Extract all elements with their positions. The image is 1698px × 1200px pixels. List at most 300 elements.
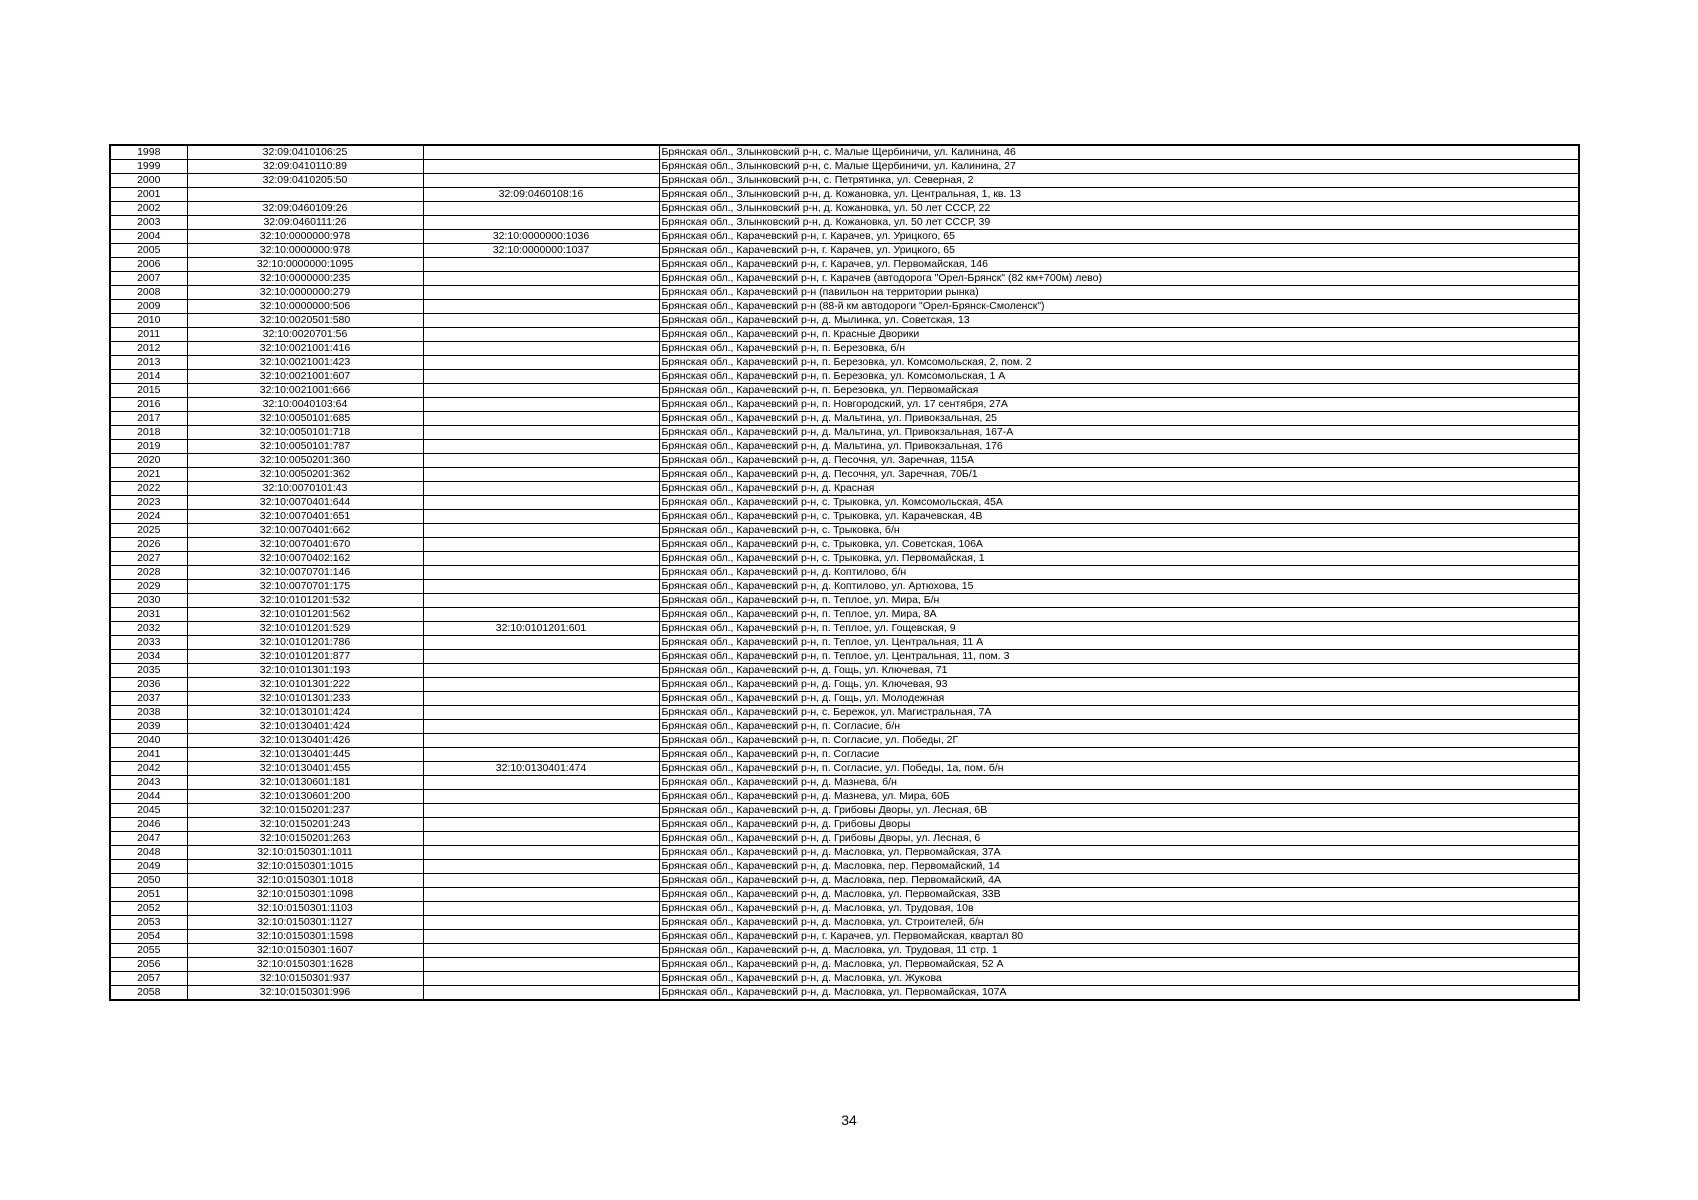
row-number-cell: 2043: [110, 776, 187, 790]
table-row: [110, 174, 1579, 188]
related-cadastral-number-cell: [423, 986, 659, 1001]
row-number-cell: 2017: [110, 412, 187, 426]
related-cadastral-number-cell: [423, 846, 659, 860]
row-number-cell: 2041: [110, 748, 187, 762]
row-number-cell: 2044: [110, 790, 187, 804]
cadastral-number-cell: 32:10:0101201:786: [187, 636, 423, 650]
cadastral-number-cell: 32:10:0050201:360: [187, 454, 423, 468]
related-cadastral-number-cell: [423, 258, 659, 272]
table-row: [110, 244, 1579, 258]
cadastral-number-cell: 32:09:0460109:26: [187, 202, 423, 216]
row-number-cell: 2014: [110, 370, 187, 384]
cadastral-number-cell: 32:10:0050201:362: [187, 468, 423, 482]
cadastral-number-cell: 32:10:0130401:445: [187, 748, 423, 762]
row-number-cell: 2032: [110, 622, 187, 636]
related-cadastral-number-cell: [423, 958, 659, 972]
address-cell: Брянская обл., Карачевский р-н, п. Согласие, ул. Победы, 2Г: [659, 734, 1579, 748]
address-cell: Брянская обл., Карачевский р-н, д. Масловка, ул. Трудовая, 11 стр. 1: [659, 944, 1579, 958]
related-cadastral-number-cell: [423, 300, 659, 314]
related-cadastral-number-cell: [423, 818, 659, 832]
table-row: [110, 846, 1579, 860]
row-number-cell: 2050: [110, 874, 187, 888]
cadastral-number-cell: 32:10:0070401:651: [187, 510, 423, 524]
related-cadastral-number-cell: [423, 972, 659, 986]
table-row: [110, 566, 1579, 580]
related-cadastral-number-cell: 32:10:0130401:474: [423, 762, 659, 776]
related-cadastral-number-cell: [423, 888, 659, 902]
table-row: [110, 664, 1579, 678]
address-cell: Брянская обл., Карачевский р-н, п. Теплое, ул. Гощевская, 9: [659, 622, 1579, 636]
table-row: [110, 608, 1579, 622]
related-cadastral-number-cell: [423, 538, 659, 552]
row-number-cell: 2000: [110, 174, 187, 188]
row-number-cell: 2018: [110, 426, 187, 440]
row-number-cell: 2052: [110, 902, 187, 916]
address-cell: Брянская обл., Карачевский р-н, д. Мылинка, ул. Советская, 13: [659, 314, 1579, 328]
address-cell: Брянская обл., Карачевский р-н, д. Масловка, ул. Трудовая, 10в: [659, 902, 1579, 916]
cadastral-number-cell: 32:10:0021001:423: [187, 356, 423, 370]
table-row: [110, 776, 1579, 790]
cadastral-number-cell: 32:09:0460111:26: [187, 216, 423, 230]
table-row: [110, 258, 1579, 272]
table-row: [110, 930, 1579, 944]
table-row: [110, 972, 1579, 986]
row-number-cell: 2053: [110, 916, 187, 930]
table-row: [110, 524, 1579, 538]
related-cadastral-number-cell: [423, 370, 659, 384]
row-number-cell: 2007: [110, 272, 187, 286]
related-cadastral-number-cell: [423, 342, 659, 356]
address-cell: Брянская обл., Карачевский р-н, г. Карачев, ул. Первомайская, квартал 80: [659, 930, 1579, 944]
table-row: [110, 888, 1579, 902]
cadastral-number-cell: 32:10:0000000:1095: [187, 258, 423, 272]
cadastral-number-cell: 32:10:0150301:1018: [187, 874, 423, 888]
table-row: [110, 160, 1579, 174]
table-row: [110, 370, 1579, 384]
related-cadastral-number-cell: [423, 496, 659, 510]
table-row: [110, 874, 1579, 888]
related-cadastral-number-cell: [423, 804, 659, 818]
address-cell: Брянская обл., Карачевский р-н, д. Коптилово, б/н: [659, 566, 1579, 580]
row-number-cell: 2004: [110, 230, 187, 244]
address-cell: Брянская обл., Карачевский р-н, д. Гощь, ул. Молодежная: [659, 692, 1579, 706]
related-cadastral-number-cell: [423, 272, 659, 286]
table-row: [110, 944, 1579, 958]
row-number-cell: 2027: [110, 552, 187, 566]
address-cell: Брянская обл., Карачевский р-н, д. Коптилово, ул. Артюхова, 15: [659, 580, 1579, 594]
row-number-cell: 2048: [110, 846, 187, 860]
address-cell: Брянская обл., Карачевский р-н, д. Мальтина, ул. Привокзальная, 25: [659, 412, 1579, 426]
cadastral-number-cell: 32:10:0070401:644: [187, 496, 423, 510]
row-number-cell: 2020: [110, 454, 187, 468]
cadastral-number-cell: 32:10:0130401:455: [187, 762, 423, 776]
row-number-cell: 2034: [110, 650, 187, 664]
row-number-cell: 2023: [110, 496, 187, 510]
row-number-cell: 2028: [110, 566, 187, 580]
table-row: [110, 384, 1579, 398]
table-row: [110, 510, 1579, 524]
table-row: [110, 958, 1579, 972]
row-number-cell: 2016: [110, 398, 187, 412]
table-row: [110, 468, 1579, 482]
table-row: [110, 552, 1579, 566]
row-number-cell: 2056: [110, 958, 187, 972]
table-row: [110, 678, 1579, 692]
cadastral-number-cell: 32:10:0130601:200: [187, 790, 423, 804]
row-number-cell: 2031: [110, 608, 187, 622]
related-cadastral-number-cell: [423, 202, 659, 216]
table-row: [110, 734, 1579, 748]
cadastral-number-cell: 32:10:0021001:607: [187, 370, 423, 384]
related-cadastral-number-cell: [423, 636, 659, 650]
related-cadastral-number-cell: 32:09:0460108:16: [423, 188, 659, 202]
table-row: [110, 202, 1579, 216]
related-cadastral-number-cell: [423, 286, 659, 300]
cadastral-number-cell: 32:10:0021001:666: [187, 384, 423, 398]
table-row: [110, 706, 1579, 720]
cadastral-number-cell: 32:10:0050101:718: [187, 426, 423, 440]
address-cell: Брянская обл., Карачевский р-н, д. Масловка, ул. Жукова: [659, 972, 1579, 986]
address-cell: Брянская обл., Карачевский р-н, д. Масловка, ул. Первомайская, 33В: [659, 888, 1579, 902]
table-row: [110, 748, 1579, 762]
cadastral-number-cell: 32:10:0021001:416: [187, 342, 423, 356]
cadastral-number-cell: 32:10:0020501:580: [187, 314, 423, 328]
related-cadastral-number-cell: [423, 454, 659, 468]
address-cell: Брянская обл., Карачевский р-н, д. Гощь, ул. Ключевая, 71: [659, 664, 1579, 678]
related-cadastral-number-cell: [423, 174, 659, 188]
address-cell: Брянская обл., Карачевский р-н, д. Мазнева, б/н: [659, 776, 1579, 790]
table-row: [110, 622, 1579, 636]
related-cadastral-number-cell: [423, 580, 659, 594]
row-number-cell: 2054: [110, 930, 187, 944]
table-row: [110, 762, 1579, 776]
table-row: [110, 328, 1579, 342]
related-cadastral-number-cell: [423, 664, 659, 678]
row-number-cell: 2039: [110, 720, 187, 734]
address-cell: Брянская обл., Карачевский р-н, д. Грибовы Дворы, ул. Лесная, 6: [659, 832, 1579, 846]
table-row: [110, 650, 1579, 664]
related-cadastral-number-cell: [423, 160, 659, 174]
address-cell: Брянская обл., Карачевский р-н, д. Мазнева, ул. Мира, 60Б: [659, 790, 1579, 804]
related-cadastral-number-cell: [423, 832, 659, 846]
row-number-cell: 2029: [110, 580, 187, 594]
row-number-cell: 2030: [110, 594, 187, 608]
related-cadastral-number-cell: [423, 524, 659, 538]
row-number-cell: 2026: [110, 538, 187, 552]
related-cadastral-number-cell: [423, 874, 659, 888]
address-cell: Брянская обл., Злынковский р-н, с. Малые Щербиничи, ул. Калинина, 46: [659, 145, 1579, 160]
table-row: [110, 482, 1579, 496]
row-number-cell: 2013: [110, 356, 187, 370]
related-cadastral-number-cell: [423, 860, 659, 874]
table-row: [110, 230, 1579, 244]
table-body: [110, 145, 1579, 1000]
table-row: [110, 818, 1579, 832]
cadastral-number-cell: 32:10:0101301:193: [187, 664, 423, 678]
address-cell: Брянская обл., Карачевский р-н, п. Теплое, ул. Мира, 8А: [659, 608, 1579, 622]
address-cell: Брянская обл., Карачевский р-н (павильон на территории рынка): [659, 286, 1579, 300]
address-cell: Брянская обл., Карачевский р-н, д. Масловка, пер. Первомайский, 14: [659, 860, 1579, 874]
row-number-cell: 2046: [110, 818, 187, 832]
cadastral-number-cell: 32:10:0000000:279: [187, 286, 423, 300]
table-row: [110, 426, 1579, 440]
cadastral-number-cell: 32:10:0000000:235: [187, 272, 423, 286]
cadastral-number-cell: [187, 188, 423, 202]
address-cell: Брянская обл., Злынковский р-н, д. Кожановка, ул. Центральная, 1, кв. 13: [659, 188, 1579, 202]
row-number-cell: 2058: [110, 986, 187, 1001]
address-cell: Брянская обл., Карачевский р-н, г. Карачев (автодорога "Орел-Брянск" (82 км+700м) лево): [659, 272, 1579, 286]
cadastral-number-cell: 32:10:0150301:1598: [187, 930, 423, 944]
cadastral-number-cell: 32:10:0150301:1011: [187, 846, 423, 860]
related-cadastral-number-cell: [423, 608, 659, 622]
related-cadastral-number-cell: [423, 566, 659, 580]
cadastral-number-cell: 32:10:0070101:43: [187, 482, 423, 496]
table-row: [110, 538, 1579, 552]
related-cadastral-number-cell: [423, 930, 659, 944]
row-number-cell: 2049: [110, 860, 187, 874]
related-cadastral-number-cell: [423, 216, 659, 230]
cadastral-number-cell: 32:10:0101201:562: [187, 608, 423, 622]
related-cadastral-number-cell: [423, 440, 659, 454]
cadastral-number-cell: 32:10:0070701:175: [187, 580, 423, 594]
table-row: [110, 314, 1579, 328]
row-number-cell: 2005: [110, 244, 187, 258]
cadastral-number-cell: 32:10:0150201:237: [187, 804, 423, 818]
row-number-cell: 2012: [110, 342, 187, 356]
table-row: [110, 580, 1579, 594]
row-number-cell: 2040: [110, 734, 187, 748]
address-cell: Брянская обл., Злынковский р-н, д. Кожановка, ул. 50 лет СССР, 22: [659, 202, 1579, 216]
cadastral-number-cell: 32:09:0410205:50: [187, 174, 423, 188]
property-registry-table: [109, 144, 1580, 1001]
address-cell: Брянская обл., Карачевский р-н, д. Мальтина, ул. Привокзальная, 167-А: [659, 426, 1579, 440]
row-number-cell: 2022: [110, 482, 187, 496]
address-cell: Брянская обл., Карачевский р-н, д. Грибовы Дворы: [659, 818, 1579, 832]
row-number-cell: 2003: [110, 216, 187, 230]
related-cadastral-number-cell: [423, 412, 659, 426]
cadastral-number-cell: 32:10:0150301:1098: [187, 888, 423, 902]
address-cell: Брянская обл., Карачевский р-н, п. Березовка, б/н: [659, 342, 1579, 356]
cadastral-number-cell: 32:10:0130101:424: [187, 706, 423, 720]
cadastral-number-cell: 32:10:0130401:426: [187, 734, 423, 748]
related-cadastral-number-cell: [423, 944, 659, 958]
address-cell: Брянская обл., Карачевский р-н, с. Трыковка, ул. Первомайская, 1: [659, 552, 1579, 566]
cadastral-number-cell: 32:10:0101201:532: [187, 594, 423, 608]
address-cell: Брянская обл., Карачевский р-н, п. Согласие: [659, 748, 1579, 762]
related-cadastral-number-cell: [423, 902, 659, 916]
address-cell: Брянская обл., Карачевский р-н, д. Масловка, ул. Первомайская, 37А: [659, 846, 1579, 860]
cadastral-number-cell: 32:10:0040103:64: [187, 398, 423, 412]
cadastral-number-cell: 32:10:0050101:685: [187, 412, 423, 426]
address-cell: Брянская обл., Карачевский р-н, п. Теплое, ул. Центральная, 11, пом. 3: [659, 650, 1579, 664]
row-number-cell: 2057: [110, 972, 187, 986]
cadastral-number-cell: 32:10:0150301:1127: [187, 916, 423, 930]
address-cell: Брянская обл., Карачевский р-н, д. Масловка, ул. Строителей, б/н: [659, 916, 1579, 930]
table-row: [110, 692, 1579, 706]
row-number-cell: 2002: [110, 202, 187, 216]
table-row: [110, 216, 1579, 230]
address-cell: Брянская обл., Карачевский р-н, г. Карачев, ул. Первомайская, 146: [659, 258, 1579, 272]
row-number-cell: 1999: [110, 160, 187, 174]
table-row: [110, 342, 1579, 356]
cadastral-number-cell: 32:10:0150301:996: [187, 986, 423, 1001]
related-cadastral-number-cell: [423, 552, 659, 566]
related-cadastral-number-cell: [423, 398, 659, 412]
related-cadastral-number-cell: [423, 328, 659, 342]
cadastral-number-cell: 32:10:0130401:424: [187, 720, 423, 734]
row-number-cell: 2042: [110, 762, 187, 776]
related-cadastral-number-cell: [423, 790, 659, 804]
cadastral-number-cell: 32:10:0150301:1628: [187, 958, 423, 972]
address-cell: Брянская обл., Карачевский р-н, с. Бережок, ул. Магистральная, 7А: [659, 706, 1579, 720]
row-number-cell: 2051: [110, 888, 187, 902]
address-cell: Брянская обл., Карачевский р-н (88-й км автодороги "Орел-Брянск-Смоленск"): [659, 300, 1579, 314]
address-cell: Брянская обл., Карачевский р-н, с. Трыковка, ул. Карачевская, 4В: [659, 510, 1579, 524]
related-cadastral-number-cell: [423, 426, 659, 440]
table-row: [110, 916, 1579, 930]
table-row: [110, 902, 1579, 916]
related-cadastral-number-cell: [423, 482, 659, 496]
address-cell: Брянская обл., Карачевский р-н, с. Трыковка, б/н: [659, 524, 1579, 538]
address-cell: Брянская обл., Карачевский р-н, с. Трыковка, ул. Советская, 106А: [659, 538, 1579, 552]
related-cadastral-number-cell: [423, 384, 659, 398]
address-cell: Брянская обл., Карачевский р-н, г. Карачев, ул. Урицкого, 65: [659, 230, 1579, 244]
table-row: [110, 804, 1579, 818]
row-number-cell: 2008: [110, 286, 187, 300]
table-row: [110, 286, 1579, 300]
address-cell: Брянская обл., Карачевский р-н, п. Согласие, ул. Победы, 1а, пом. б/н: [659, 762, 1579, 776]
cadastral-number-cell: 32:10:0000000:978: [187, 230, 423, 244]
row-number-cell: 2006: [110, 258, 187, 272]
cadastral-number-cell: 32:10:0150301:1015: [187, 860, 423, 874]
related-cadastral-number-cell: [423, 510, 659, 524]
table-row: [110, 496, 1579, 510]
row-number-cell: 2038: [110, 706, 187, 720]
row-number-cell: 2010: [110, 314, 187, 328]
address-cell: Брянская обл., Карачевский р-н, п. Теплое, ул. Центральная, 11 А: [659, 636, 1579, 650]
address-cell: Брянская обл., Карачевский р-н, п. Березовка, ул. Первомайская: [659, 384, 1579, 398]
address-cell: Брянская обл., Карачевский р-н, п. Согласие, б/н: [659, 720, 1579, 734]
address-cell: Брянская обл., Злынковский р-н, с. Малые Щербиничи, ул. Калинина, 27: [659, 160, 1579, 174]
row-number-cell: 2047: [110, 832, 187, 846]
related-cadastral-number-cell: 32:10:0000000:1036: [423, 230, 659, 244]
address-cell: Брянская обл., Карачевский р-н, д. Мальтина, ул. Привокзальная, 176: [659, 440, 1579, 454]
row-number-cell: 2055: [110, 944, 187, 958]
row-number-cell: 2025: [110, 524, 187, 538]
address-cell: Брянская обл., Карачевский р-н, г. Карачев, ул. Урицкого, 65: [659, 244, 1579, 258]
address-cell: Брянская обл., Карачевский р-н, д. Масловка, пер. Первомайский, 4А: [659, 874, 1579, 888]
cadastral-number-cell: 32:10:0150301:1607: [187, 944, 423, 958]
cadastral-number-cell: 32:10:0150301:937: [187, 972, 423, 986]
address-cell: Брянская обл., Злынковский р-н, с. Петрятинка, ул. Северная, 2: [659, 174, 1579, 188]
cadastral-number-cell: 32:10:0150301:1103: [187, 902, 423, 916]
related-cadastral-number-cell: [423, 468, 659, 482]
table-row: [110, 860, 1579, 874]
table-row: [110, 356, 1579, 370]
address-cell: Брянская обл., Карачевский р-н, с. Трыковка, ул. Комсомольская, 45А: [659, 496, 1579, 510]
cadastral-number-cell: 32:10:0020701:56: [187, 328, 423, 342]
related-cadastral-number-cell: [423, 650, 659, 664]
related-cadastral-number-cell: 32:10:0000000:1037: [423, 244, 659, 258]
address-cell: Брянская обл., Карачевский р-н, п. Новгородский, ул. 17 сентября, 27А: [659, 398, 1579, 412]
cadastral-number-cell: 32:10:0101201:877: [187, 650, 423, 664]
related-cadastral-number-cell: [423, 678, 659, 692]
row-number-cell: 2036: [110, 678, 187, 692]
table-row: [110, 272, 1579, 286]
address-cell: Брянская обл., Карачевский р-н, п. Красные Дворики: [659, 328, 1579, 342]
address-cell: Брянская обл., Карачевский р-н, д. Красная: [659, 482, 1579, 496]
related-cadastral-number-cell: [423, 356, 659, 370]
row-number-cell: 2019: [110, 440, 187, 454]
related-cadastral-number-cell: [423, 314, 659, 328]
address-cell: Брянская обл., Карачевский р-н, д. Масловка, ул. Первомайская, 52 А: [659, 958, 1579, 972]
address-cell: Брянская обл., Карачевский р-н, д. Песочня, ул. Заречная, 70Б/1: [659, 468, 1579, 482]
row-number-cell: 2045: [110, 804, 187, 818]
row-number-cell: 1998: [110, 145, 187, 160]
row-number-cell: 2035: [110, 664, 187, 678]
cadastral-number-cell: 32:10:0070401:662: [187, 524, 423, 538]
table-row: [110, 454, 1579, 468]
address-cell: Брянская обл., Карачевский р-н, п. Березовка, ул. Комсомольская, 1 А: [659, 370, 1579, 384]
address-cell: Брянская обл., Злынковский р-н, д. Кожановка, ул. 50 лет СССР, 39: [659, 216, 1579, 230]
table-row: [110, 832, 1579, 846]
table-row: [110, 636, 1579, 650]
cadastral-number-cell: 32:10:0150201:243: [187, 818, 423, 832]
table-row: [110, 398, 1579, 412]
row-number-cell: 2015: [110, 384, 187, 398]
table-row: [110, 145, 1579, 160]
related-cadastral-number-cell: [423, 748, 659, 762]
row-number-cell: 2033: [110, 636, 187, 650]
address-cell: Брянская обл., Карачевский р-н, д. Грибовы Дворы, ул. Лесная, 6В: [659, 804, 1579, 818]
related-cadastral-number-cell: 32:10:0101201:601: [423, 622, 659, 636]
cadastral-number-cell: 32:10:0130601:181: [187, 776, 423, 790]
cadastral-number-cell: 32:10:0101301:222: [187, 678, 423, 692]
cadastral-number-cell: 32:10:0101201:529: [187, 622, 423, 636]
cadastral-number-cell: 32:10:0050101:787: [187, 440, 423, 454]
row-number-cell: 2009: [110, 300, 187, 314]
table-row: [110, 412, 1579, 426]
row-number-cell: 2011: [110, 328, 187, 342]
related-cadastral-number-cell: [423, 706, 659, 720]
address-cell: Брянская обл., Карачевский р-н, п. Теплое, ул. Мира, Б/н: [659, 594, 1579, 608]
cadastral-number-cell: 32:10:0150201:263: [187, 832, 423, 846]
related-cadastral-number-cell: [423, 692, 659, 706]
address-cell: Брянская обл., Карачевский р-н, д. Гощь, ул. Ключевая, 93: [659, 678, 1579, 692]
table-row: [110, 986, 1579, 1001]
related-cadastral-number-cell: [423, 776, 659, 790]
table-row: [110, 720, 1579, 734]
page-number: 34: [841, 1112, 857, 1128]
address-cell: Брянская обл., Карачевский р-н, д. Песочня, ул. Заречная, 115А: [659, 454, 1579, 468]
related-cadastral-number-cell: [423, 594, 659, 608]
address-cell: Брянская обл., Карачевский р-н, д. Масловка, ул. Первомайская, 107А: [659, 986, 1579, 1001]
cadastral-number-cell: 32:09:0410106:25: [187, 145, 423, 160]
table-row: [110, 790, 1579, 804]
cadastral-number-cell: 32:10:0101301:233: [187, 692, 423, 706]
table-row: [110, 440, 1579, 454]
related-cadastral-number-cell: [423, 145, 659, 160]
row-number-cell: 2021: [110, 468, 187, 482]
cadastral-number-cell: 32:10:0000000:506: [187, 300, 423, 314]
cadastral-number-cell: 32:09:0410110:89: [187, 160, 423, 174]
table-row: [110, 300, 1579, 314]
related-cadastral-number-cell: [423, 734, 659, 748]
cadastral-number-cell: 32:10:0070401:670: [187, 538, 423, 552]
address-cell: Брянская обл., Карачевский р-н, п. Березовка, ул. Комсомольская, 2, пом. 2: [659, 356, 1579, 370]
table-row: [110, 188, 1579, 202]
cadastral-number-cell: 32:10:0070701:146: [187, 566, 423, 580]
